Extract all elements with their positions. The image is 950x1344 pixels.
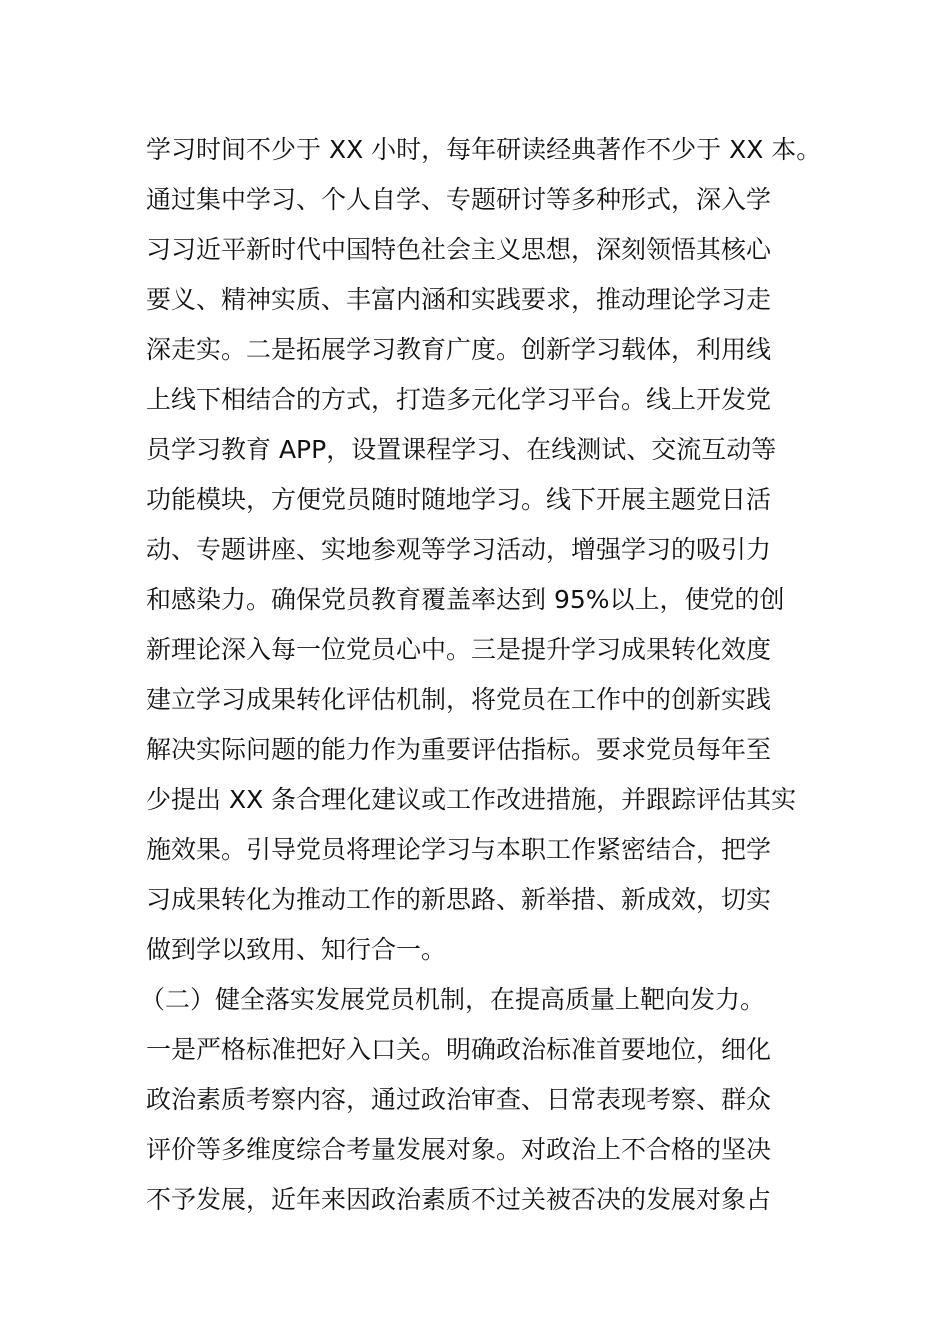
text-line: 和感染力。确保党员教育覆盖率达到 95%以上，使党的创 (146, 585, 785, 614)
text-line: 动、专题讲座、实地参观等学习活动，增强学习的吸引力 (146, 535, 772, 564)
text-line: 学习时间不少于 XX 小时，每年研读经典著作不少于 XX 本。 (146, 135, 822, 164)
text-line: 施效果。引导党员将理论学习与本职工作紧密结合，把学 (146, 835, 772, 864)
text-line: 评价等多维度综合考量发展对象。对政治上不合格的坚决 (146, 1135, 772, 1164)
text-line: 习习近平新时代中国特色社会主义思想，深刻领悟其核心 (146, 235, 772, 264)
text-line: 做到学以致用、知行合一。 (146, 935, 447, 964)
text-line: 新理论深入每一位党员心中。三是提升学习成果转化效度 (146, 635, 772, 664)
section-heading: （二）健全落实发展党员机制，在提高质量上靶向发力。 (140, 985, 766, 1014)
text-line: 上线下相结合的方式，打造多元化学习平台。线上开发党 (146, 385, 772, 414)
text-line: 少提出 XX 条合理化建议或工作改进措施，并跟踪评估其实 (146, 785, 797, 814)
text-line: 政治素质考察内容，通过政治审查、日常表现考察、群众 (146, 1085, 772, 1114)
text-line: 功能模块，方便党员随时随地学习。线下开展主题党日活 (146, 485, 772, 514)
text-line: 不予发展，近年来因政治素质不过关被否决的发展对象占 (146, 1185, 772, 1214)
text-line: 深走实。二是拓展学习教育广度。创新学习载体，利用线 (146, 335, 772, 364)
text-line: 建立学习成果转化评估机制，将党员在工作中的创新实践 (146, 685, 772, 714)
text-line: 员学习教育 APP，设置课程学习、在线测试、交流互动等 (146, 435, 777, 464)
text-line: 习成果转化为推动工作的新思路、新举措、新成效，切实 (146, 885, 772, 914)
text-line: 通过集中学习、个人自学、专题研讨等多种形式，深入学 (146, 185, 772, 214)
text-line: 解决实际问题的能力作为重要评估指标。要求党员每年至 (146, 735, 772, 764)
text-line: 要义、精神实质、丰富内涵和实践要求，推动理论学习走 (146, 285, 772, 314)
body-text (140, 125, 826, 1225)
text-line: 一是严格标准把好入口关。明确政治标准首要地位，细化 (146, 1035, 772, 1064)
